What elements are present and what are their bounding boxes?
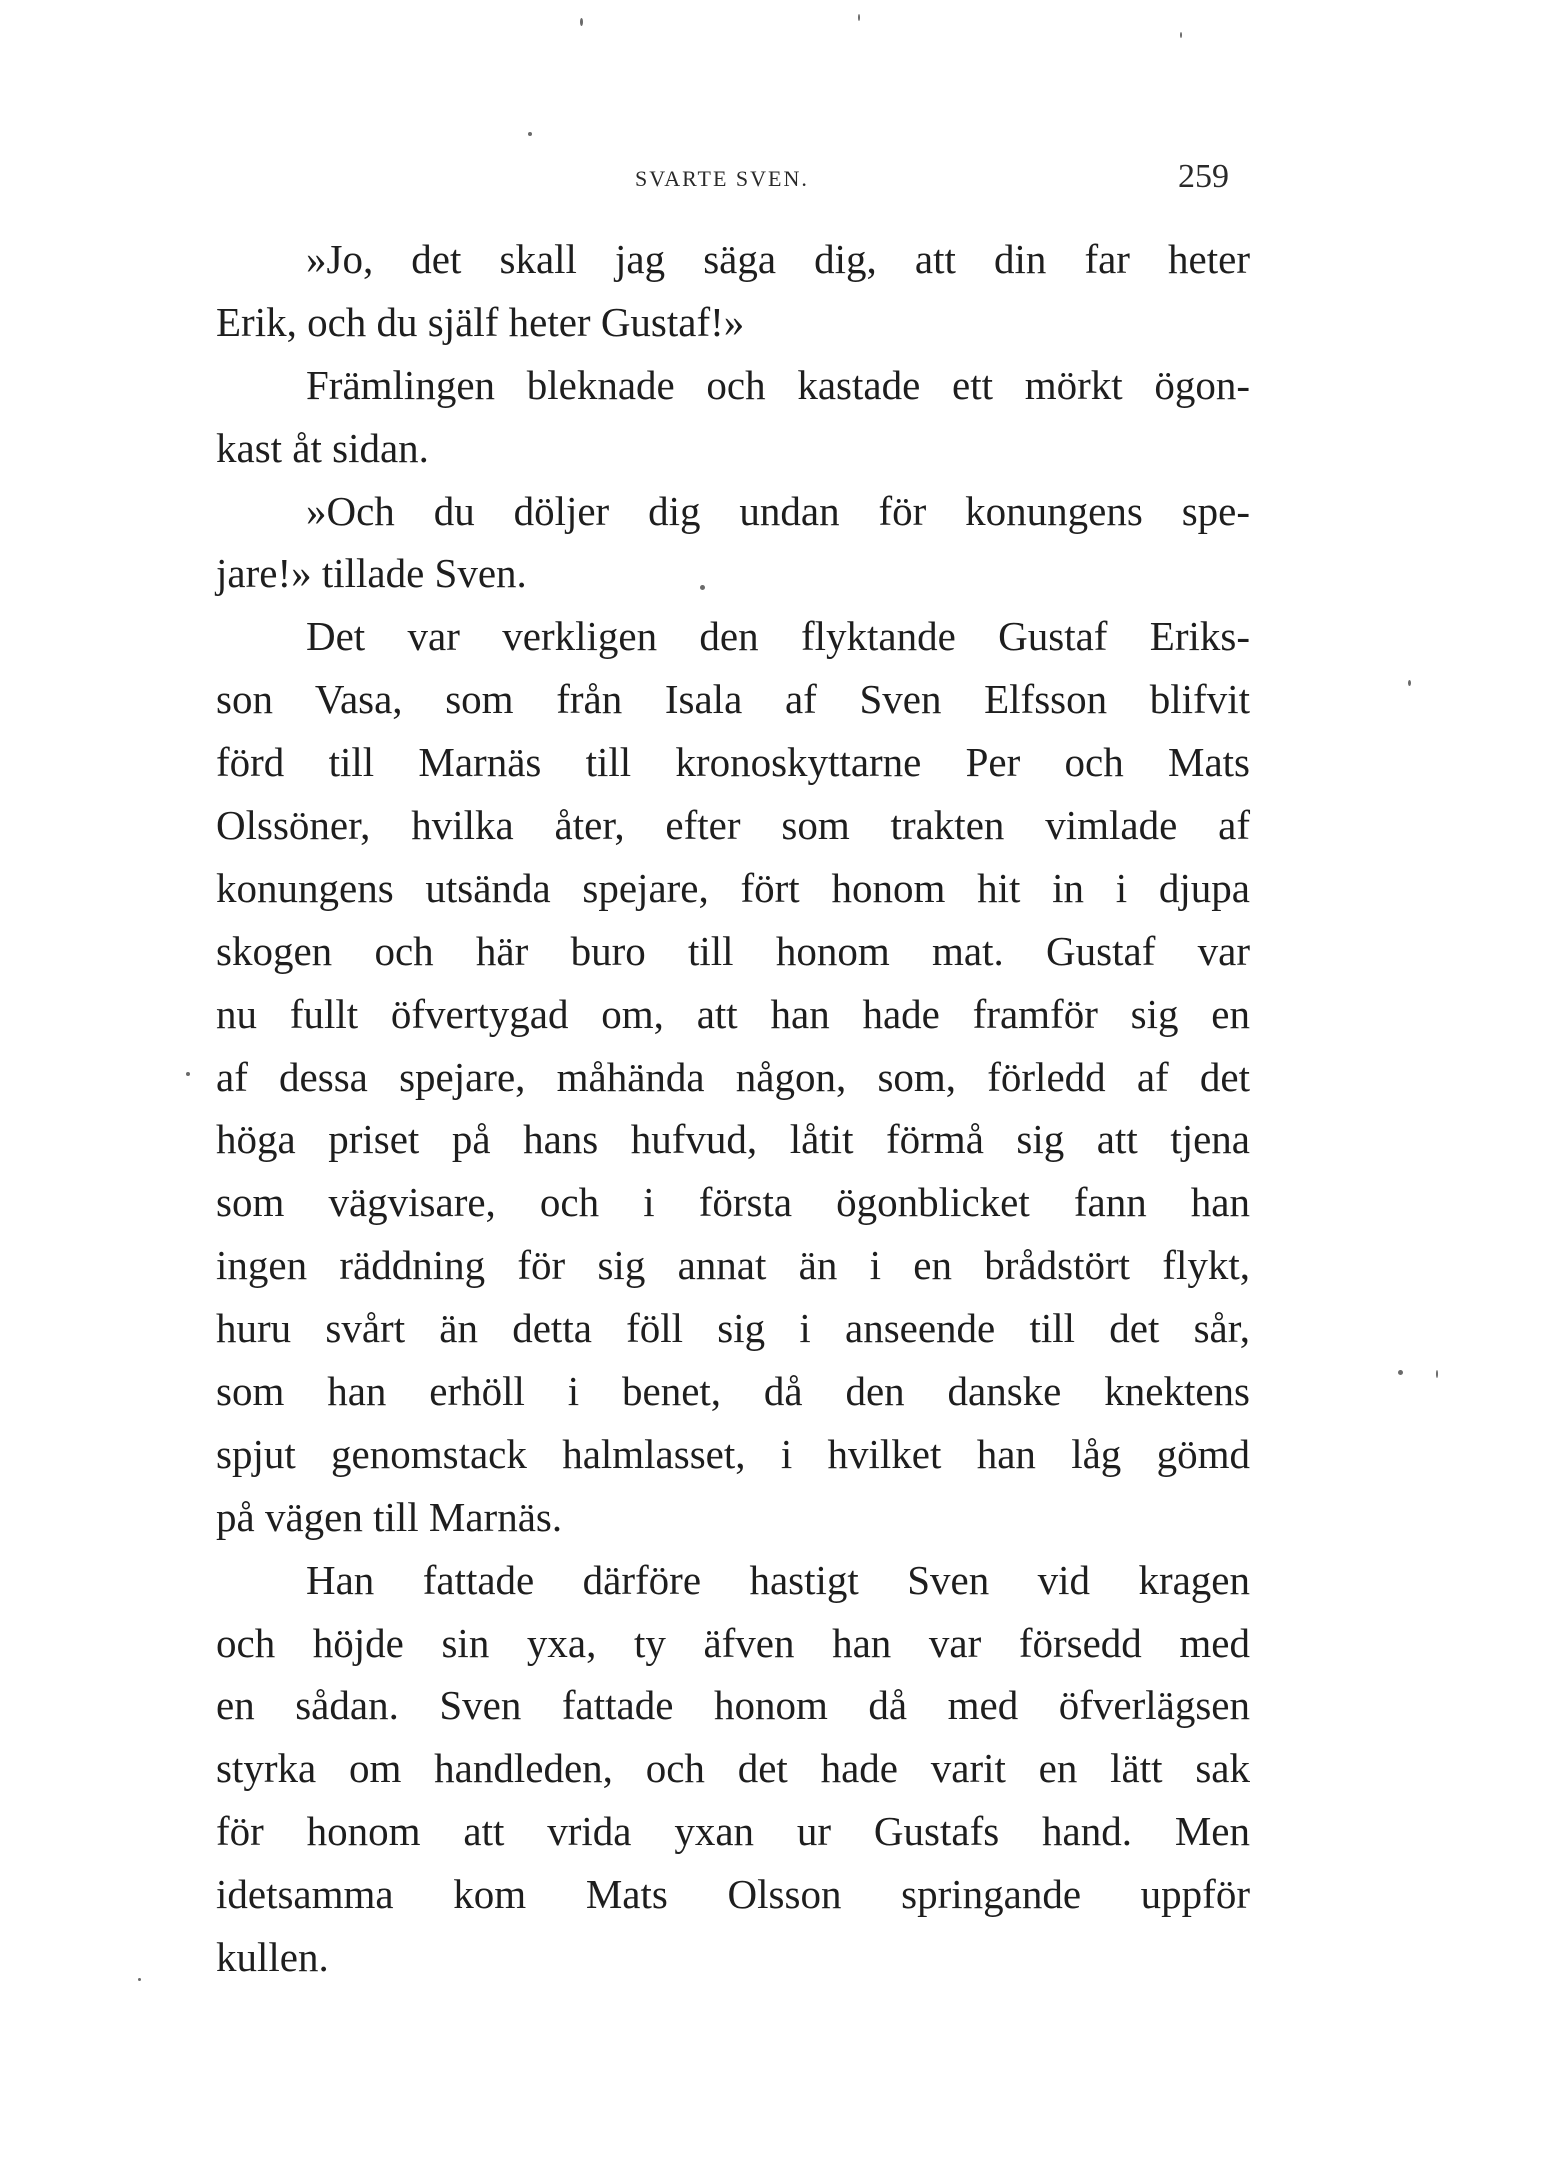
body-text [216, 228, 1250, 1989]
text-line: huru svårt än detta föll sig i anseende till det sår, [216, 1305, 1250, 1352]
text-line: jare!» tillade Sven. [216, 550, 527, 597]
text-line: styrka om handleden, och det hade varit en lätt sak [216, 1745, 1250, 1792]
running-title: SVARTE SVEN. [635, 166, 809, 191]
text-line: en sådan. Sven fattade honom då med öfverlägsen [216, 1682, 1250, 1729]
scan-speck [528, 132, 532, 136]
scan-speck [1180, 32, 1182, 38]
scan-speck [1436, 1370, 1438, 1378]
text-line: kast åt sidan. [216, 424, 429, 471]
scan-speck [186, 1072, 190, 1076]
text-line: »Jo, det skall jag säga dig, att din far heter [306, 236, 1250, 282]
scan-speck [580, 18, 583, 26]
text-line: af dessa spejare, måhända någon, som, förledd af det [216, 1053, 1250, 1100]
text-line: spjut genomstack halmlasset, i hvilket han låg gömd [216, 1430, 1250, 1477]
text-line: för honom att vrida yxan ur Gustafs hand. Men [216, 1808, 1250, 1855]
text-line: höga priset på hans hufvud, låtit förmå sig att tjena [216, 1116, 1250, 1163]
text-line: skogen och här buro till honom mat. Gustaf var [216, 927, 1250, 974]
text-line: Erik, och du själf heter Gustaf!» [216, 298, 745, 345]
text-line: kullen. [216, 1934, 329, 1981]
text-line: på vägen till Marnäs. [216, 1493, 563, 1540]
scan-speck [1408, 680, 1411, 686]
text-line: »Och du döljer dig undan för konungens spe- [306, 487, 1250, 534]
text-line: idetsamma kom Mats Olsson springande uppför [216, 1871, 1250, 1918]
page-number: 259 [1178, 158, 1229, 195]
text-line: som vägvisare, och i första ögonblicket fann han [216, 1179, 1250, 1226]
scan-speck [138, 1978, 141, 1981]
scan-speck [700, 585, 705, 590]
scan-speck [1398, 1370, 1403, 1375]
text-line: Främlingen bleknade och kastade ett mörkt ögon- [306, 361, 1250, 408]
text-line: ingen räddning för sig annat än i en brådstört flykt, [216, 1242, 1250, 1289]
scan-speck [858, 14, 860, 21]
text-line: förd till Marnäs till kronoskyttarne Per och Mats [216, 739, 1250, 786]
text-line: Han fattade därföre hastigt Sven vid kragen [306, 1556, 1250, 1603]
text-line: nu fullt öfvertygad om, att han hade framför sig en [216, 990, 1250, 1037]
text-line: som han erhöll i benet, då den danske knektens [216, 1368, 1250, 1415]
text-line: och höjde sin yxa, ty äfven han var försedd med [216, 1619, 1250, 1666]
text-line: Olssöner, hvilka åter, efter som trakten vimlade af [216, 802, 1250, 849]
text-line: son Vasa, som från Isala af Sven Elfsson blifvit [216, 676, 1250, 723]
text-line: konungens utsända spejare, fört honom hit in i djupa [216, 864, 1250, 911]
text-line: Det var verkligen den flyktande Gustaf Eriks- [306, 613, 1250, 660]
